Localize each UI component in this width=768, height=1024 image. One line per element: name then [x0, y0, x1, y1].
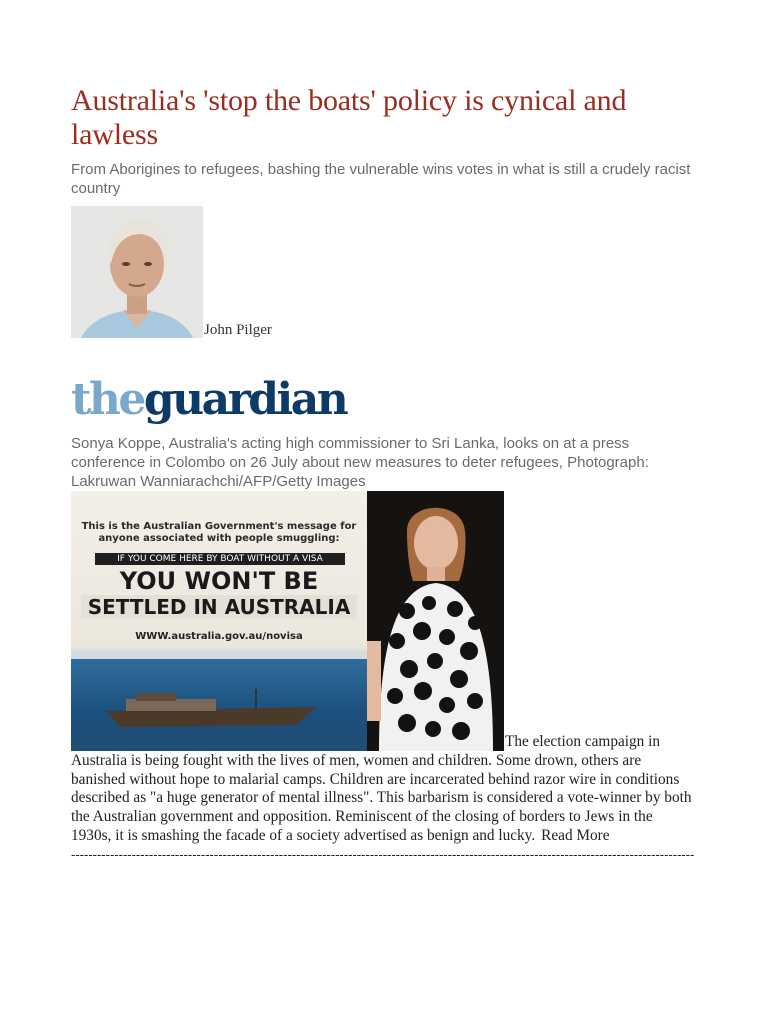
photo-caption: Sonya Koppe, Australia's acting high commissioner to Sri Lanka, looks on at a press conference in Colombo on 26 July about new measures to deter refugees, Photograph: Lakruwan Wanniarachchi/AFP/Getty Images	[71, 435, 649, 490]
poster-url: WWW.australia.gov.au/novisa	[135, 631, 303, 642]
woman-portrait-image	[367, 491, 504, 751]
article-standfirst: From Aborigines to refugees, bashing the vulnerable wins votes in what is still a crudely racist country	[71, 161, 691, 197]
article-headline: Australia's 'stop the boats' policy is cynical and lawless	[71, 84, 627, 151]
poster-banner: IF YOU COME HERE BY BOAT WITHOUT A VISA	[95, 553, 345, 565]
author-portrait-image	[71, 206, 203, 338]
poster-message: This is the Australian Government's message for anyone associated with people smuggling:	[81, 521, 357, 544]
press-conference-photo	[71, 491, 504, 751]
byline	[71, 206, 695, 338]
poster-headline-2: SETTLED IN AUSTRALIA	[81, 595, 357, 619]
logo-guardian-text: guardian	[143, 374, 347, 425]
article	[71, 84, 695, 863]
read-more-link[interactable]: Read More	[541, 826, 610, 844]
author-name[interactable]: John Pilger	[204, 322, 272, 338]
guardian-logo[interactable]	[71, 368, 695, 424]
separator-line: ------------------------------------------------------------------------------------------------------------------------------------------------	[71, 846, 695, 862]
boat-icon	[106, 689, 316, 729]
poster-headline-1: YOU WON'T BE	[119, 567, 319, 595]
author-photo	[71, 206, 203, 338]
woman-photo	[367, 491, 504, 751]
article-body	[71, 491, 695, 863]
body-paragraph: The election campaign in Australia is being fought with the lives of men, women and children. Some drown, others are banished without hope to malarial camps. Children are incarcerated behind razor wire in conditions described as "a huge generator of mental illness". This barbarism is considered a vote-winner by both the Australian government and opposition. Reminiscent of the closing of borders to Jews in the 1930s, it is smashing the facade of a society advertised as benign and lucky.	[71, 733, 692, 844]
logo-the-text: the	[71, 374, 144, 425]
poster	[71, 491, 367, 751]
